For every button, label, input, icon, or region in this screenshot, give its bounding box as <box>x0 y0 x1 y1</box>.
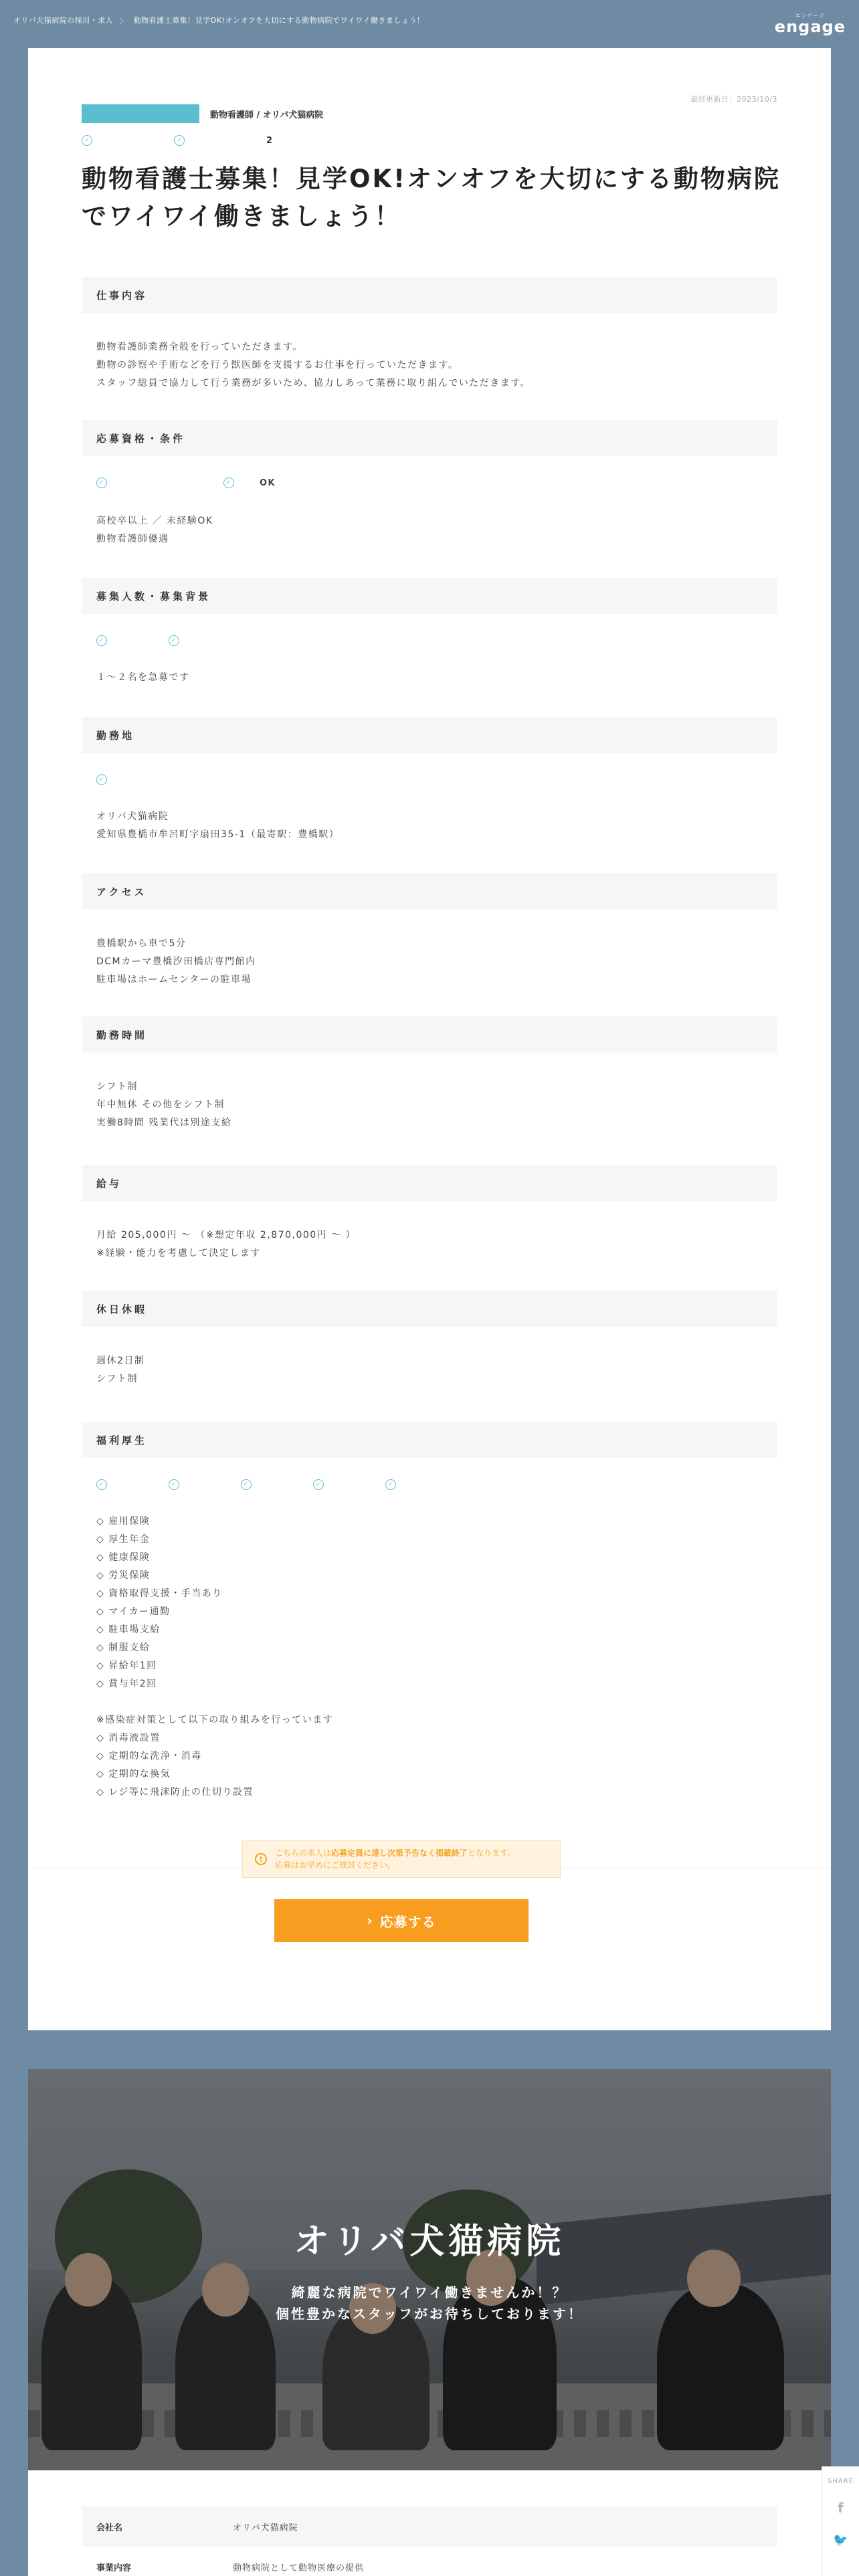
text-line: 月給 205,000円 ～ （※想定年収 2,870,000円 ～ ） <box>96 1230 357 1241</box>
section-body <box>82 909 777 989</box>
benefit-list <box>96 1513 763 1693</box>
text-line: 実働8時間 残業代は別途支給 <box>96 1117 232 1128</box>
feature-badge: OK <box>260 477 276 488</box>
feature-row <box>96 634 763 647</box>
check-icon: ✓ <box>169 1479 179 1490</box>
text-line: ※経験・能力を考慮して決定します <box>96 1248 261 1259</box>
table-key: 会社名 <box>96 2523 123 2533</box>
section-qualifications <box>82 420 777 548</box>
section-heading: アクセス <box>82 873 777 909</box>
check-icon: ✓ <box>96 477 107 488</box>
logo-word: engage <box>774 17 846 36</box>
hero-subtitle-line: 綺麗な病院でワイワイ働きませんか！？ <box>291 2284 568 2300</box>
text-line: シフト制 <box>96 1374 138 1384</box>
check-icon: ✓ <box>313 1479 324 1490</box>
apply-button-label: 応募する <box>379 1913 436 1930</box>
breadcrumb-separator-icon: 〉 <box>120 17 127 25</box>
twitter-icon[interactable]: 🐦 <box>833 2533 848 2547</box>
text-line: 週休2日制 <box>96 1356 145 1366</box>
text-line: 動物看護師業務全般を行っていただきます。 <box>96 342 303 352</box>
feature-mark: 2 <box>266 135 273 146</box>
section-heading: 休日休暇 <box>82 1291 777 1327</box>
section-hiring <box>82 578 777 687</box>
company-hero-image <box>28 2069 831 2470</box>
facebook-icon[interactable]: f <box>838 2500 844 2516</box>
text-line: 動物看護師優遇 <box>96 534 169 544</box>
section-body <box>82 634 777 687</box>
section-duties <box>82 277 777 393</box>
feature-icons <box>82 135 272 146</box>
breadcrumb-link-company[interactable]: オリバ犬猫病院の採用・求人 <box>13 16 114 25</box>
apply-button[interactable] <box>274 1899 529 1942</box>
job-title: 動物看護士募集！見学OK!オンオフを大切にする動物病院でワイワイ働きましょう！ <box>82 165 781 231</box>
text-line: オリバ犬猫病院 <box>96 811 169 822</box>
list-item: ◇ 駐車場支給 <box>96 1624 161 1635</box>
deadline-notice <box>242 1840 561 1878</box>
share-widget <box>822 2466 859 2576</box>
check-icon: ✓ <box>223 477 234 488</box>
section-body <box>82 1053 777 1132</box>
section-body <box>82 476 777 548</box>
text-line: 動物の診察や手術などを行う獣医師を支援するお仕事を行っていただきます。 <box>96 360 459 370</box>
check-icon: ✓ <box>174 135 185 146</box>
notice-suffix: となります。 <box>468 1848 516 1858</box>
section-body <box>82 1201 777 1263</box>
section-location <box>82 717 777 844</box>
list-item: ◇ 資格取得支援・手当あり <box>96 1588 223 1599</box>
hero-subtitle-line: 個性豊かなスタッフがお待ちしております！ <box>276 2306 583 2322</box>
list-item: ◇ 雇用保険 <box>96 1516 151 1527</box>
section-heading: 給与 <box>82 1165 777 1201</box>
job-category-badge <box>82 104 199 123</box>
list-item: ◇ レジ等に飛沫防止の仕切り設置 <box>96 1787 254 1798</box>
hero-title: オリバ犬猫病院 <box>294 2222 565 2262</box>
section-holidays <box>82 1291 777 1388</box>
table-row <box>82 2547 777 2576</box>
list-item: ◇ 消毒液設置 <box>96 1733 161 1743</box>
table-value: 動物病院として動物医療の提供 <box>233 2563 365 2573</box>
list-item: ◇ 制服支給 <box>96 1642 151 1653</box>
check-icon: ✓ <box>96 774 107 785</box>
feature-row <box>96 773 763 786</box>
check-icon: ✓ <box>96 635 107 646</box>
engage-logo[interactable] <box>775 12 846 35</box>
list-item: ※感染症対策として以下の取り組みを行っています <box>96 1715 334 1725</box>
company-info <box>28 2470 831 2576</box>
list-item: ◇ 昇給年1回 <box>96 1660 157 1671</box>
job-tag-row <box>82 104 323 123</box>
list-item: ◇ マイカー通勤 <box>96 1606 171 1617</box>
check-icon: ✓ <box>241 1479 252 1490</box>
notice-text <box>275 1847 515 1871</box>
job-tag-text: 動物看護師 / オリバ犬猫病院 <box>210 110 324 120</box>
feature-row <box>96 1478 763 1491</box>
table-value: オリバ犬猫病院 <box>233 2523 298 2533</box>
list-item: ◇ 賞与年2回 <box>96 1679 157 1689</box>
job-card <box>28 48 831 2030</box>
covid-list <box>96 1711 763 1802</box>
text-line: 愛知県豊橋市牟呂町字扇田35-1（最寄駅：豊橋駅） <box>96 829 340 840</box>
section-heading: 募集人数・募集背景 <box>82 578 777 614</box>
section-heading: 勤務地 <box>82 717 777 753</box>
text-line: 豊橋駅から車で5分 <box>96 938 187 949</box>
chevron-right-icon: › <box>367 1913 373 1929</box>
logo-ruby: エンゲージ <box>795 13 826 19</box>
hero-subtitle <box>28 2282 831 2325</box>
section-body <box>82 1478 777 1802</box>
list-item: ◇ 健康保険 <box>96 1552 151 1563</box>
text-line: スタッフ総員で協力して行う業務が多いため、協力しあって業務に取り組んでいただきます。 <box>96 378 531 389</box>
text-line: シフト制 <box>96 1081 138 1092</box>
check-icon: ✓ <box>385 1479 396 1490</box>
top-bar <box>0 0 859 47</box>
section-heading: 福利厚生 <box>82 1422 777 1458</box>
text-line: 年中無休 その他をシフト制 <box>96 1099 225 1110</box>
text-line: 高校卒以上 ／ 未経験OK <box>96 516 213 526</box>
notice-line2: 応募はお早めにご検討ください。 <box>275 1860 396 1870</box>
section-heading: 応募資格・条件 <box>82 420 777 456</box>
section-body <box>82 313 777 393</box>
section-benefits <box>82 1422 777 1802</box>
check-icon: ✓ <box>169 635 179 646</box>
text-line: １～２名を急募です <box>96 672 190 683</box>
table-key: 事業内容 <box>96 2563 132 2573</box>
list-item: ◇ 定期的な洗浄・消毒 <box>96 1751 202 1761</box>
check-icon: ✓ <box>96 1479 107 1490</box>
section-heading: 仕事内容 <box>82 277 777 313</box>
text-line: 駐車場はホームセンターの駐車場 <box>96 974 252 985</box>
section-body <box>82 1327 777 1388</box>
breadcrumb <box>13 15 424 25</box>
hero-overlay <box>28 2069 831 2470</box>
share-label: SHARE <box>828 2478 854 2485</box>
notice-prefix: こちらの求人は <box>275 1848 332 1858</box>
breadcrumb-current: 動物看護士募集！見学OK!オンオフを大切にする動物病院でワイワイ働きましょう！ <box>133 16 425 25</box>
list-item: ◇ 労災保険 <box>96 1570 151 1581</box>
check-icon: ✓ <box>82 135 92 146</box>
list-item: ◇ 定期的な換気 <box>96 1769 171 1780</box>
section-access <box>82 873 777 989</box>
table-row <box>82 2506 777 2547</box>
section-body <box>82 773 777 844</box>
text-line: DCMカーマ豊橋汐田橋店専門館内 <box>96 956 256 967</box>
list-item: ◇ 厚生年金 <box>96 1534 151 1545</box>
notice-emphasis: 応募定員に達し次第予告なく掲載終了 <box>331 1848 468 1858</box>
section-salary <box>82 1165 777 1263</box>
last-updated: 最終更新日：2023/10/3 <box>690 95 777 104</box>
section-heading: 勤務時間 <box>82 1016 777 1053</box>
info-icon: ! <box>255 1853 267 1865</box>
section-hours <box>82 1016 777 1132</box>
feature-row <box>96 476 763 490</box>
